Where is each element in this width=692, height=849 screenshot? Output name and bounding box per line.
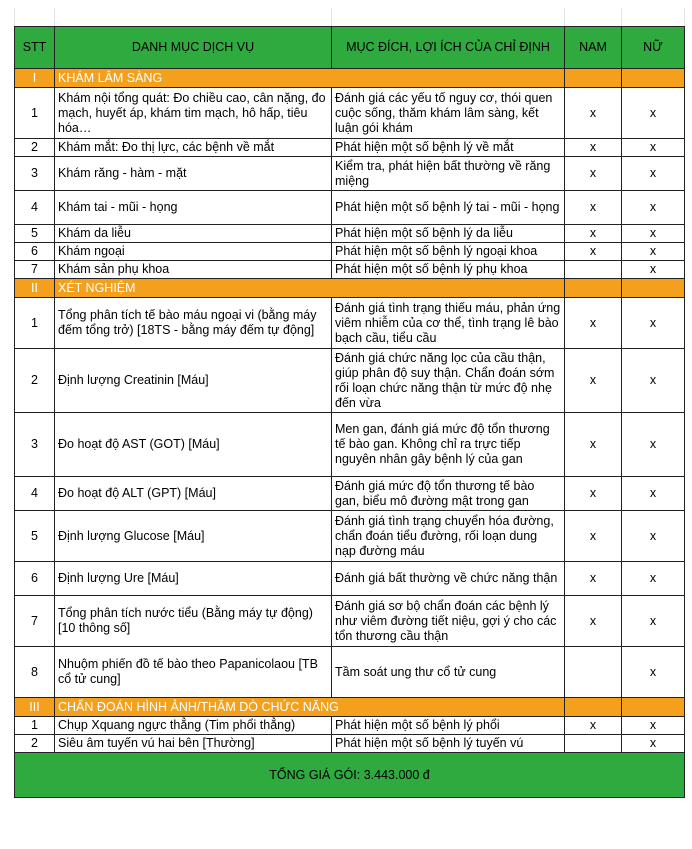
female-applicable: x <box>622 261 685 279</box>
female-applicable: x <box>622 157 685 191</box>
service-name: Khám ngoại <box>55 243 332 261</box>
service-purpose: Đánh giá bất thường về chức năng thận <box>332 562 565 596</box>
female-applicable: x <box>622 596 685 647</box>
service-purpose: Đánh giá tình trạng chuyển hóa đường, chẩn đoán tiểu đường, rối loạn dung nạp đường máu <box>332 511 565 562</box>
service-purpose: Phát hiện một số bệnh lý phụ khoa <box>332 261 565 279</box>
female-applicable: x <box>622 511 685 562</box>
female-applicable: x <box>622 88 685 139</box>
table-row <box>15 647 685 698</box>
female-applicable: x <box>622 717 685 735</box>
service-name: Khám răng - hàm - mặt <box>55 157 332 191</box>
male-applicable <box>565 647 622 698</box>
row-number: 2 <box>15 735 55 753</box>
service-name: Đo hoạt độ ALT (GPT) [Máu] <box>55 477 332 511</box>
row-number: 1 <box>15 88 55 139</box>
table-body <box>15 69 685 753</box>
female-applicable: x <box>622 647 685 698</box>
health-package-table <box>14 26 685 798</box>
service-name: Nhuộm phiến đồ tế bào theo Papanicolaou [TB cổ tử cung] <box>55 647 332 698</box>
row-number: 3 <box>15 157 55 191</box>
row-number: 2 <box>15 349 55 413</box>
section-male-cell <box>565 69 622 88</box>
row-number: 7 <box>15 596 55 647</box>
table-row <box>15 349 685 413</box>
service-purpose: Phát hiện một số bệnh lý da liễu <box>332 225 565 243</box>
header-row <box>15 27 685 69</box>
header-purpose: MỤC ĐÍCH, LỢI ÍCH CỦA CHỈ ĐỊNH <box>332 27 565 69</box>
table-row <box>15 511 685 562</box>
row-number: 1 <box>15 717 55 735</box>
service-purpose: Đánh giá tình trạng thiếu máu, phản ứng viêm nhiễm của cơ thể, tình trạng lê bào bạch cầu, tiểu cầu <box>332 298 565 349</box>
section-title: XÉT NGHIỆM <box>55 279 565 298</box>
male-applicable: x <box>565 477 622 511</box>
table-row <box>15 562 685 596</box>
service-purpose: Phát hiện một số bệnh lý tuyến vú <box>332 735 565 753</box>
male-applicable: x <box>565 511 622 562</box>
table-row <box>15 88 685 139</box>
service-name: Định lượng Glucose [Máu] <box>55 511 332 562</box>
total-row <box>15 753 685 798</box>
male-applicable: x <box>565 717 622 735</box>
male-applicable: x <box>565 596 622 647</box>
service-name: Khám nội tổng quát: Đo chiều cao, cân nặng, đo mạch, huyết áp, khám tim mạch, hô hấp, tiêu hóa… <box>55 88 332 139</box>
service-purpose: Tầm soát ung thư cổ tử cung <box>332 647 565 698</box>
male-applicable <box>565 735 622 753</box>
table-row <box>15 157 685 191</box>
row-number: 8 <box>15 647 55 698</box>
table-row <box>15 477 685 511</box>
service-name: Tổng phân tích nước tiểu (Bằng máy tự động) [10 thông số] <box>55 596 332 647</box>
service-name: Khám sản phụ khoa <box>55 261 332 279</box>
table-row <box>15 191 685 225</box>
female-applicable: x <box>622 225 685 243</box>
service-purpose: Phát hiện một số bệnh lý về mắt <box>332 139 565 157</box>
row-number: 7 <box>15 261 55 279</box>
service-name: Chụp Xquang ngực thẳng (Tim phổi thẳng) <box>55 717 332 735</box>
service-purpose: Kiểm tra, phát hiện bất thường về răng miệng <box>332 157 565 191</box>
section-row <box>15 69 685 88</box>
total-price: TỔNG GIÁ GÓI: 3.443.000 đ <box>15 753 685 798</box>
table-row <box>15 298 685 349</box>
section-title: CHẨN ĐOÁN HÌNH ẢNH/THĂM DÒ CHỨC NĂNG <box>55 698 565 717</box>
service-name: Định lượng Ure [Máu] <box>55 562 332 596</box>
service-purpose: Đánh giá sơ bộ chẩn đoán các bệnh lý như viêm đường tiết niệu, gợi ý cho các tổn thương cầu thận <box>332 596 565 647</box>
section-male-cell <box>565 279 622 298</box>
header-stt: STT <box>15 27 55 69</box>
table-row <box>15 139 685 157</box>
section-female-cell <box>622 279 685 298</box>
male-applicable: x <box>565 88 622 139</box>
table-row <box>15 717 685 735</box>
service-name: Khám mắt: Đo thị lực, các bệnh về mắt <box>55 139 332 157</box>
row-number: 5 <box>15 225 55 243</box>
service-name: Định lượng Creatinin [Máu] <box>55 349 332 413</box>
female-applicable: x <box>622 735 685 753</box>
row-number: 1 <box>15 298 55 349</box>
service-purpose: Đánh giá chức năng lọc của cầu thận, giúp phân độ suy thận. Chẩn đoán sớm rối loạn chức năng thận từ mức độ nhẹ đến vừa <box>332 349 565 413</box>
service-purpose: Đánh giá các yếu tố nguy cơ, thói quen cuộc sống, thăm khám lâm sàng, kết luận gói khám <box>332 88 565 139</box>
table-row <box>15 261 685 279</box>
section-numeral: III <box>15 698 55 717</box>
service-name: Siêu âm tuyến vú hai bên [Thường] <box>55 735 332 753</box>
female-applicable: x <box>622 349 685 413</box>
service-purpose: Men gan, đánh giá mức độ tổn thương tế bào gan. Không chỉ ra trực tiếp nguyên nhân gây bệnh lý của gan <box>332 413 565 477</box>
female-applicable: x <box>622 413 685 477</box>
male-applicable: x <box>565 243 622 261</box>
table-row <box>15 413 685 477</box>
row-number: 2 <box>15 139 55 157</box>
female-applicable: x <box>622 477 685 511</box>
male-applicable: x <box>565 191 622 225</box>
service-name: Khám da liễu <box>55 225 332 243</box>
row-number: 5 <box>15 511 55 562</box>
row-number: 4 <box>15 191 55 225</box>
service-purpose: Phát hiện một số bệnh lý phổi <box>332 717 565 735</box>
section-row <box>15 698 685 717</box>
male-applicable: x <box>565 413 622 477</box>
table-row <box>15 596 685 647</box>
male-applicable: x <box>565 298 622 349</box>
service-purpose: Phát hiện một số bệnh lý ngoại khoa <box>332 243 565 261</box>
header-female: NỮ <box>622 27 685 69</box>
table-row <box>15 735 685 753</box>
service-purpose: Phát hiện một số bệnh lý tai - mũi - họng <box>332 191 565 225</box>
row-number: 3 <box>15 413 55 477</box>
male-applicable <box>565 261 622 279</box>
spreadsheet-gridlines <box>14 8 685 26</box>
male-applicable: x <box>565 225 622 243</box>
male-applicable: x <box>565 157 622 191</box>
section-title: KHÁM LÂM SÀNG <box>55 69 565 88</box>
female-applicable: x <box>622 562 685 596</box>
section-male-cell <box>565 698 622 717</box>
section-row <box>15 279 685 298</box>
female-applicable: x <box>622 298 685 349</box>
row-number: 6 <box>15 243 55 261</box>
service-name: Tổng phân tích tế bào máu ngoại vi (bằng máy đếm tổng trở) [18TS - bằng máy đếm tự động] <box>55 298 332 349</box>
section-numeral: I <box>15 69 55 88</box>
female-applicable: x <box>622 243 685 261</box>
service-purpose: Đánh giá mức độ tổn thương tế bào gan, biểu mô đường mật trong gan <box>332 477 565 511</box>
male-applicable: x <box>565 562 622 596</box>
header-service: DANH MỤC DỊCH VỤ <box>55 27 332 69</box>
service-name: Khám tai - mũi - họng <box>55 191 332 225</box>
male-applicable: x <box>565 139 622 157</box>
male-applicable: x <box>565 349 622 413</box>
section-numeral: II <box>15 279 55 298</box>
table-row <box>15 225 685 243</box>
row-number: 4 <box>15 477 55 511</box>
service-name: Đo hoạt độ AST (GOT) [Máu] <box>55 413 332 477</box>
section-female-cell <box>622 69 685 88</box>
section-female-cell <box>622 698 685 717</box>
table-row <box>15 243 685 261</box>
header-male: NAM <box>565 27 622 69</box>
female-applicable: x <box>622 191 685 225</box>
female-applicable: x <box>622 139 685 157</box>
row-number: 6 <box>15 562 55 596</box>
